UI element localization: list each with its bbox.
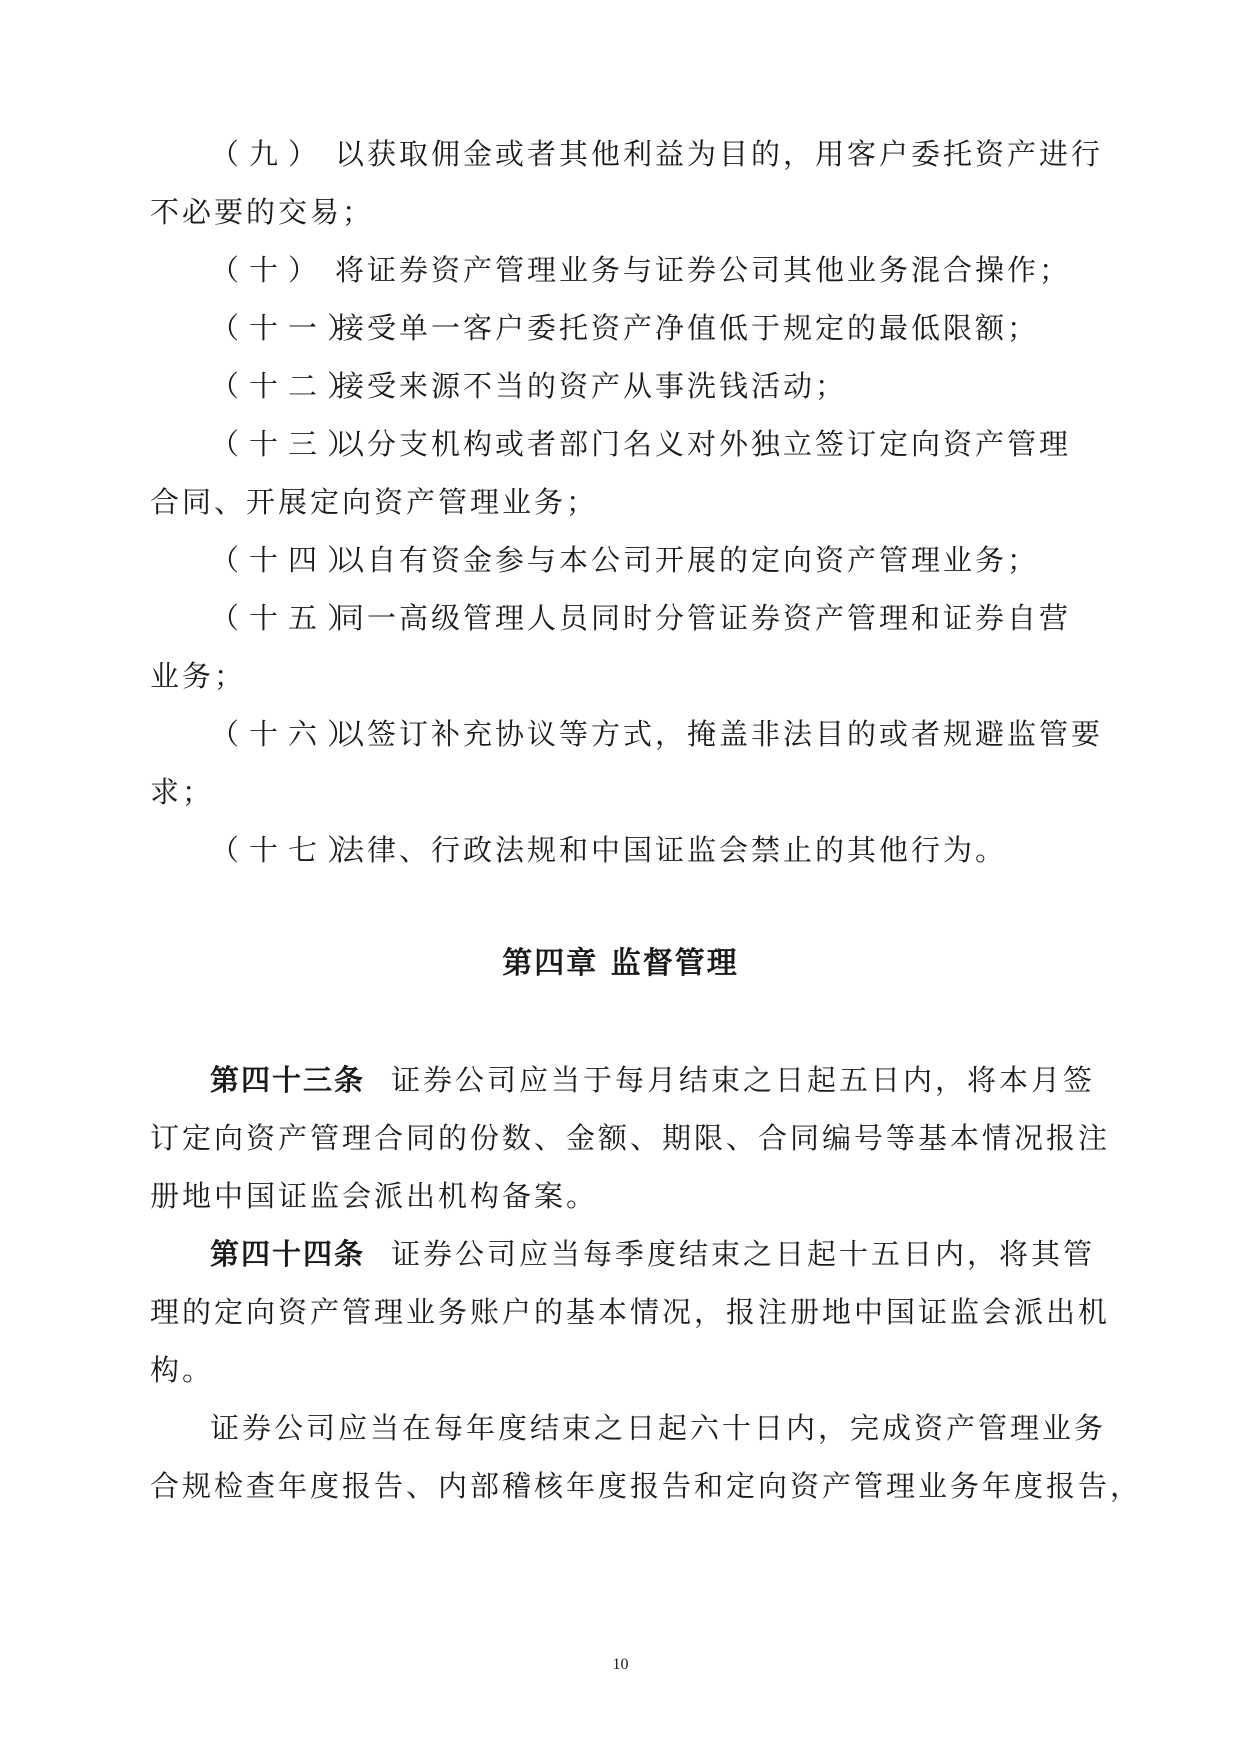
article-44-line3: 构。: [150, 1353, 215, 1387]
item-9-label: （九）: [210, 137, 328, 171]
item-11-label: （十一）: [210, 311, 367, 345]
item-16-line1: [210, 714, 1104, 754]
article-44-para2-line1: 证券公司应当在每年度结束之日起六十日内，完成资产管理业务: [210, 1411, 1107, 1445]
article-43-label: 第四十三条: [210, 1063, 366, 1097]
article-43-line2: 订定向资产管理合同的份数、金额、期限、合同编号等基本情况报注: [150, 1121, 1111, 1155]
item-16-label: （十六）: [210, 717, 367, 751]
item-12-label: （十二）: [210, 369, 367, 403]
item-14: [210, 540, 1080, 580]
article-44-text: 证券公司应当每季度结束之日起十五日内，将其管: [391, 1237, 1096, 1271]
item-10: [210, 250, 1080, 290]
article-43-line3: 册地中国证监会派出机构备案。: [150, 1179, 599, 1213]
item-13-label: （十三）: [210, 427, 367, 461]
item-9-text: 以获取佣金或者其他利益为目的，用客户委托资产进行: [335, 137, 1104, 171]
item-16-line2: 求；: [150, 775, 215, 809]
article-44-line2: 理的定向资产管理业务账户的基本情况，报注册地中国证监会派出机: [150, 1295, 1111, 1329]
article-44-label: 第四十四条: [210, 1237, 366, 1271]
item-10-text: 将证券资产管理业务与证券公司其他业务混合操作；: [335, 253, 1072, 287]
item-17: [210, 830, 1080, 870]
page-number: 10: [612, 1656, 629, 1673]
article-43-line1: [210, 1060, 1096, 1100]
item-13-line2: 合同、开展定向资产管理业务；: [150, 485, 599, 519]
item-14-text: 以自有资金参与本公司开展的定向资产管理业务；: [335, 543, 1040, 577]
item-17-label: （十七）: [210, 833, 367, 867]
item-15-line2: 业务；: [150, 659, 247, 693]
item-9-line2: 不必要的交易；: [150, 195, 375, 229]
article-44-para2-line2: 合规检查年度报告、内部稽核年度报告和定向资产管理业务年度报告，: [150, 1469, 1143, 1503]
item-15-text: 同一高级管理人员同时分管证券资产管理和证券自营: [335, 601, 1072, 635]
item-12: [210, 366, 1080, 406]
item-10-label: （十）: [210, 253, 328, 287]
item-15-label: （十五）: [210, 601, 367, 635]
article-43-text: 证券公司应当于每月结束之日起五日内，将本月签: [391, 1063, 1096, 1097]
item-13-line1: [210, 424, 1080, 464]
chapter-title: 第四章 监督管理: [502, 946, 739, 981]
item-13-text: 以分支机构或者部门名义对外独立签订定向资产管理: [335, 427, 1072, 461]
item-11: [210, 308, 1080, 348]
item-14-label: （十四）: [210, 543, 367, 577]
item-9-line1: [210, 134, 1104, 174]
item-12-text: 接受来源不当的资产从事洗钱活动；: [335, 369, 848, 403]
article-44-line1: [210, 1234, 1096, 1274]
item-11-text: 接受单一客户委托资产净值低于规定的最低限额；: [335, 311, 1040, 345]
item-15-line1: [210, 598, 1080, 638]
item-16-text: 以签订补充协议等方式，掩盖非法目的或者规避监管要: [335, 717, 1104, 751]
item-17-text: 法律、行政法规和中国证监会禁止的其他行为。: [335, 833, 1008, 867]
